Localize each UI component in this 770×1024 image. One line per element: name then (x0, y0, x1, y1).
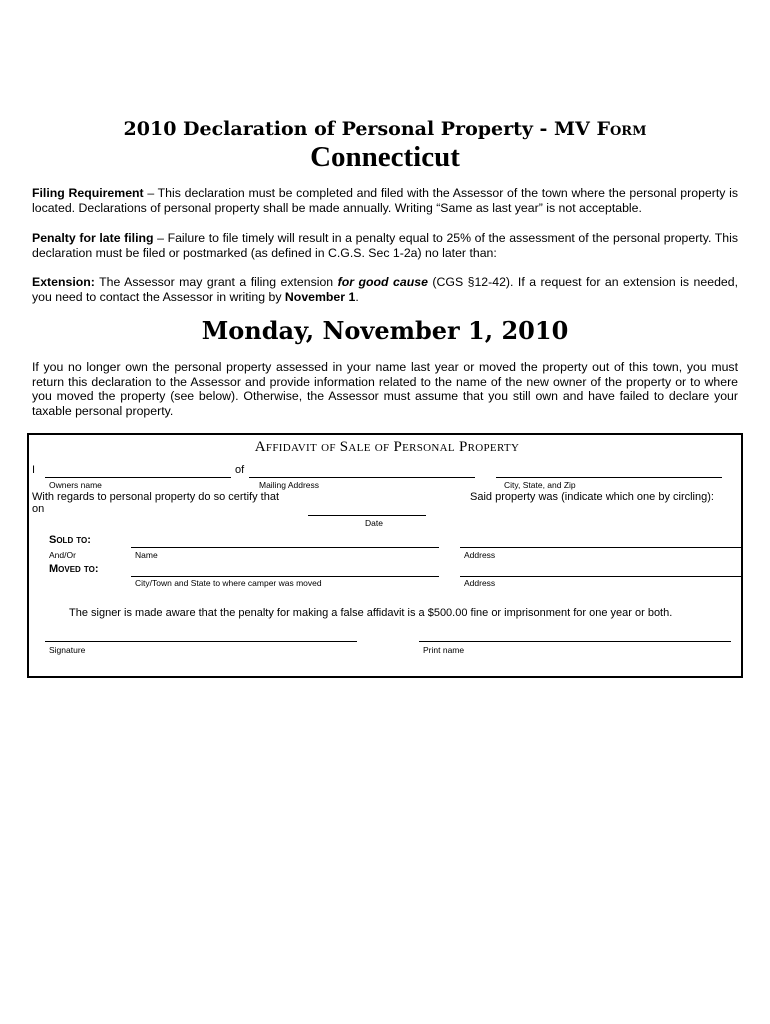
print-name-field[interactable] (419, 641, 731, 642)
extension-text-2: (CGS §12-42). If a request for an extension is needed, you need to contact the Assessor in writing by (32, 275, 738, 304)
date-field[interactable] (308, 515, 426, 516)
said-property-text: Said property was (indicate which one by circling): (470, 491, 714, 503)
false-affidavit-warning: The signer is made aware that the penalty for making a false affidavit is a $500.00 fine or imprisonment for one year or both. (69, 607, 673, 619)
extension-text-1: The Assessor may grant a filing extension (94, 275, 338, 289)
penalty-text: – Failure to file timely will result in a penalty equal to 25% of the assessment of the personal property. This declaration must be filed or postmarked (as defined in C.G.S. Sec 1-2a) no later than: (32, 231, 738, 260)
on-label: on (32, 503, 45, 515)
no-longer-own-paragraph: If you no longer own the personal property assessed in your name last year or moved the property out of this town, you must return this declaration to the Assessor and provide information related to the name of the new owner of the property or to where you moved the property (see below). Otherwise, the Assessor must assume that you still own and have failed to declare your taxable personal property. (32, 360, 738, 418)
form-title-smallcaps: orm (609, 118, 647, 140)
city-town-state-caption: City/Town and State to where camper was moved (135, 578, 322, 588)
moved-to-address-field[interactable] (460, 576, 741, 577)
city-state-zip-caption: City, State, and Zip (504, 480, 576, 490)
address-caption-1: Address (464, 550, 496, 560)
extension-deadline: November 1 (284, 289, 356, 304)
affidavit-title: Affidavit of Sale of Personal Property (254, 439, 520, 455)
filing-requirement-label: Filing Requirement (32, 186, 144, 200)
extension-end: . (355, 289, 359, 304)
form-title-text: 2010 Declaration of Personal Property - MV F (123, 118, 610, 140)
filing-requirement-text: – This declaration must be completed and filed with the Assessor of the town where the personal property is located. Declarations of personal property shall be made annually. Writing “Same as last year” is not acceptable. (32, 186, 738, 215)
moved-to-city-field[interactable] (131, 576, 439, 577)
extension-label: Extension: (32, 275, 95, 289)
moved-to-label: Moved to: (49, 563, 99, 575)
of-label: of (235, 464, 245, 476)
form-title (0, 118, 770, 140)
extension-paragraph (32, 275, 738, 304)
filing-deadline-heading: Monday, November 1, 2010 (201, 316, 569, 345)
sold-to-name-field[interactable] (131, 547, 439, 548)
print-name-caption: Print name (423, 645, 465, 655)
mailing-address-field[interactable] (249, 477, 475, 478)
state-subtitle: Connecticut (310, 141, 460, 173)
signature-caption: Signature (49, 645, 86, 655)
address-caption-2: Address (464, 578, 496, 588)
name-caption: Name (135, 550, 158, 560)
sold-to-label: Sold to: (49, 534, 91, 546)
date-caption: Date (365, 518, 383, 528)
filing-requirement-paragraph (32, 186, 738, 215)
penalty-label: Penalty for late filing (32, 231, 154, 245)
penalty-paragraph (32, 231, 738, 260)
city-state-zip-field[interactable] (496, 477, 722, 478)
owners-name-field[interactable] (45, 477, 231, 478)
mailing-address-caption: Mailing Address (259, 480, 320, 490)
certify-text: With regards to personal property do so certify that (32, 491, 280, 503)
and-or-label: And/Or (49, 550, 76, 560)
signature-field[interactable] (45, 641, 357, 642)
i-label: I (32, 464, 36, 476)
good-cause-emphasis: for good cause (337, 275, 428, 289)
owners-name-caption: Owners name (49, 480, 102, 490)
affidavit-box (27, 433, 743, 678)
sold-to-address-field[interactable] (460, 547, 741, 548)
